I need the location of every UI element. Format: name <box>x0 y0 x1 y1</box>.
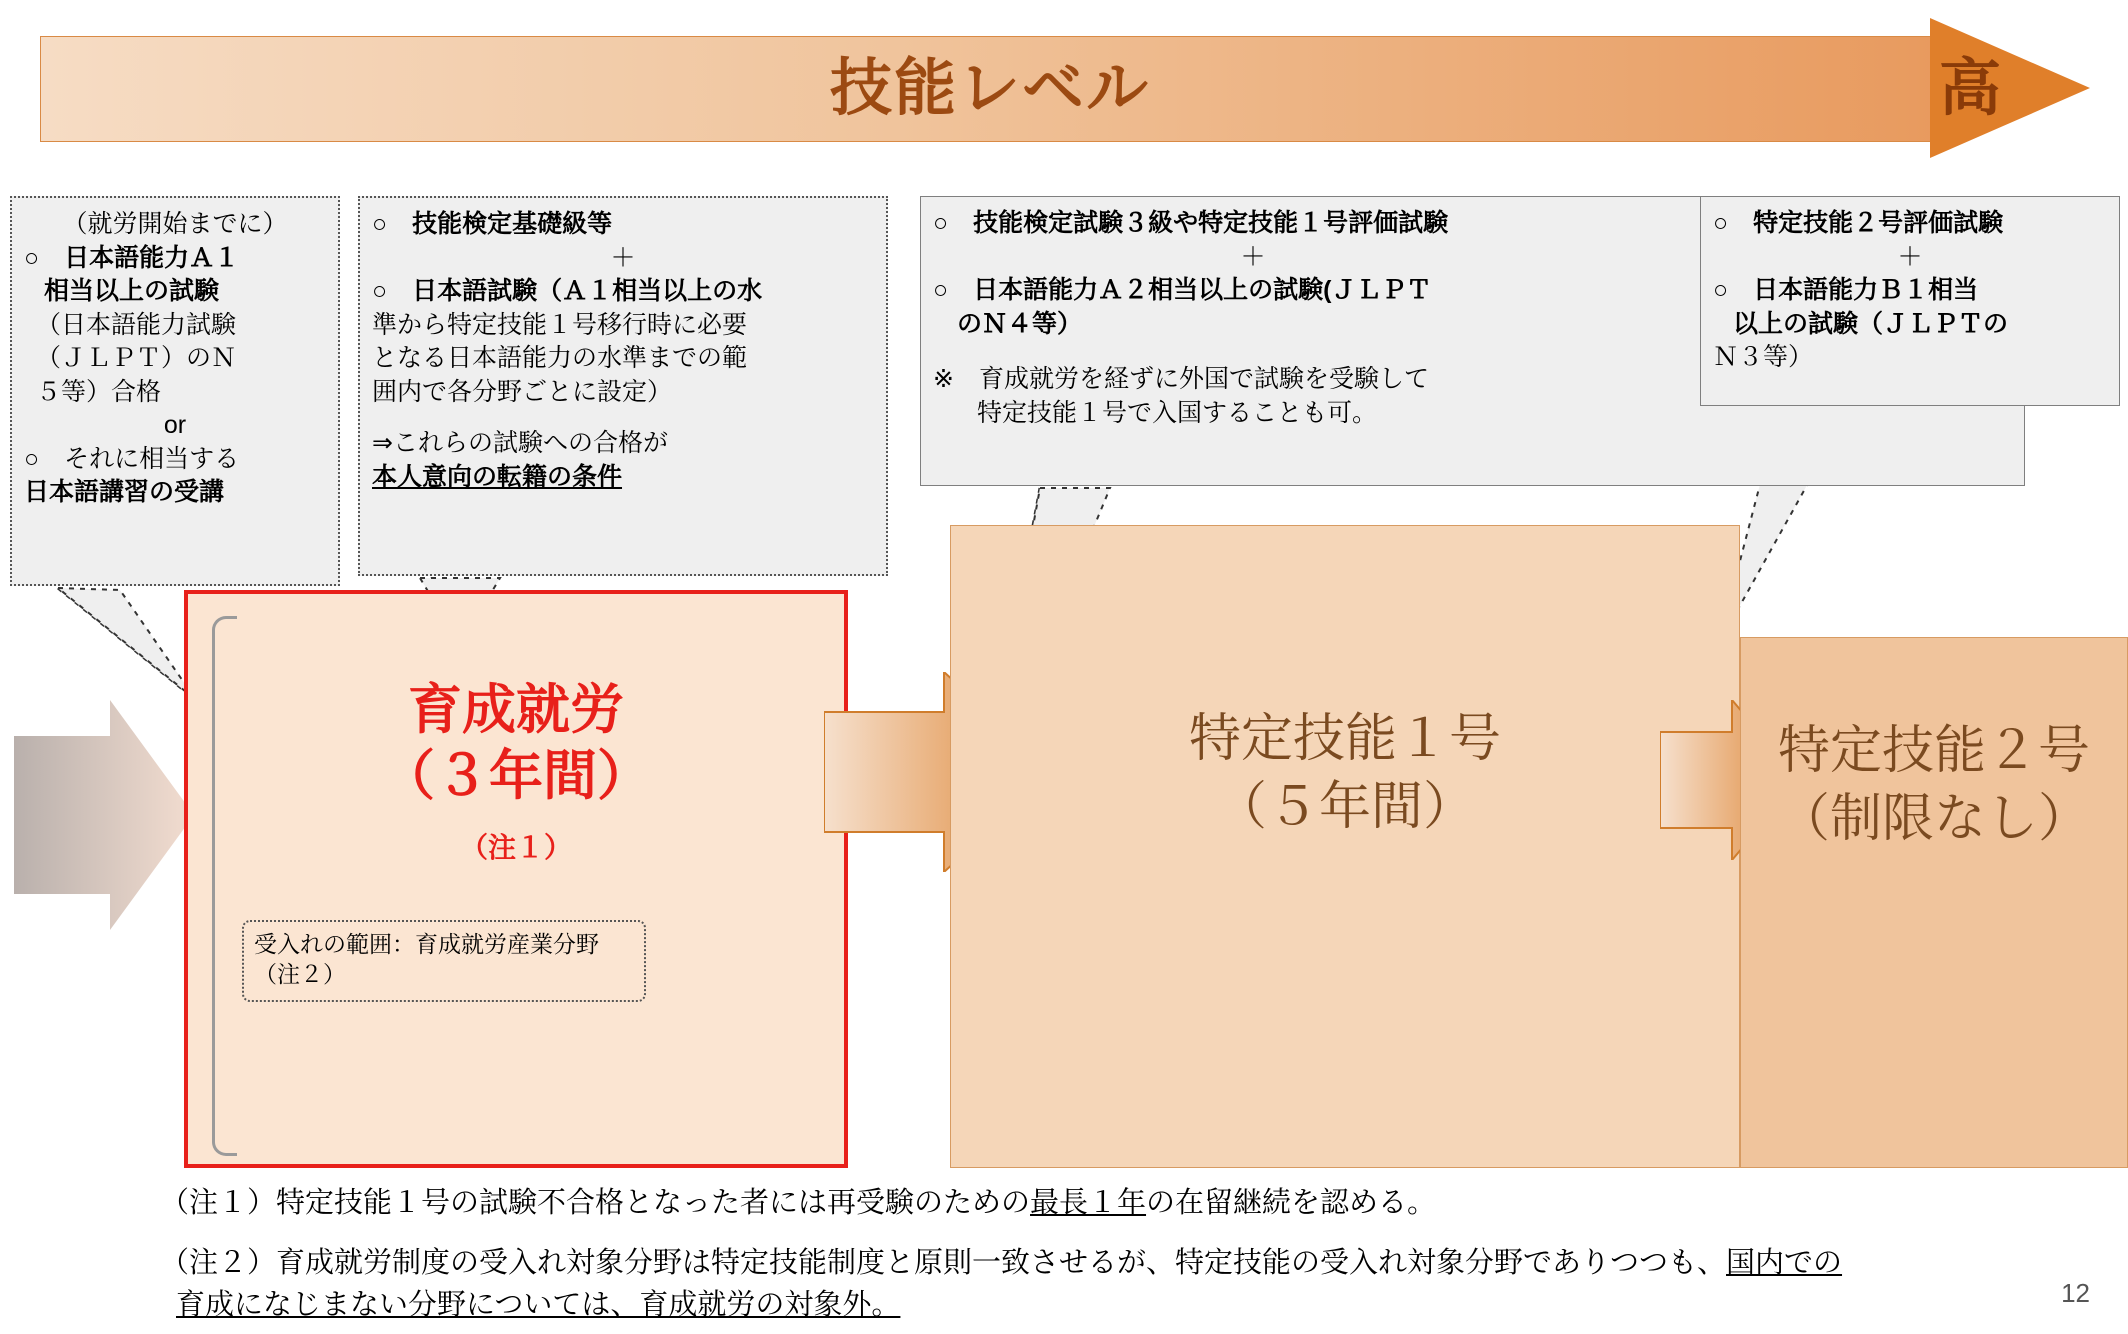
callout-c-line1: ○ 技能検定試験３級や特定技能１号評価試験 <box>933 209 1449 237</box>
stage1-scope-line1: 受入れの範囲：育成就労産業分野 <box>254 931 599 957</box>
callout-b-line7: ⇒これらの試験への合格が <box>372 429 668 457</box>
callout-a-line2: ○ 日本語能力Ａ１ <box>24 243 240 272</box>
stage3-duration: （制限なし） <box>1777 789 2090 848</box>
stage-ikusei-shuro <box>184 590 848 1168</box>
callout-b-line2: ＋ <box>610 243 636 272</box>
callout-b-line5: となる日本語能力の水準までの範 <box>372 344 748 372</box>
callout-c-line5: ※ 育成就労を経ずに外国で試験を受験して <box>933 365 1429 393</box>
callout-a-line8: ○ それに相当する <box>24 444 240 473</box>
stage-ssw-2 <box>1740 637 2128 1168</box>
callout-d-line5: Ｎ３等） <box>1713 343 1814 371</box>
skill-level-banner <box>40 18 2090 158</box>
footnote-1-part-b: の在留継続を認める。 <box>1146 1187 1437 1219</box>
callout-c-line4: のＮ４等） <box>957 309 1083 338</box>
callout-d-line3: ○ 日本語能力Ｂ１相当 <box>1713 276 1979 304</box>
stage1-title <box>188 678 844 810</box>
stage2-duration: （５年間） <box>1214 777 1475 836</box>
footnote-2 <box>160 1242 2060 1326</box>
callout-b-line1: ○ 技能検定基礎級等 <box>372 210 613 238</box>
callout-c-line2: ＋ <box>1240 242 1266 271</box>
callout-a-line9: 日本語講習の受講 <box>24 478 225 506</box>
callout-japanese-language-requirement <box>10 196 340 586</box>
callout-a-line3: 相当以上の試験 <box>44 277 220 305</box>
footnote-1-part-a: （注１）特定技能１号の試験不合格となった者には再受験のための <box>160 1187 1031 1219</box>
stage3-title <box>1741 718 2127 853</box>
footnote-2-part-a: （注２）育成就労制度の受入れ対象分野は特定技能制度と原則一致させるが、特定技能の受入れ対象分野でありつつも、 <box>160 1247 1727 1279</box>
callout-b-line3: ○ 日本語試験（Ａ１相当以上の水 <box>372 277 763 305</box>
callout-b-line4: 準から特定技能１号移行時に必要 <box>372 310 748 339</box>
callout-a-line7: or <box>163 411 187 439</box>
stage1-scope-box <box>242 920 646 1002</box>
callout-d-line2: ＋ <box>1897 242 1923 271</box>
stage1-name: 育成就労 <box>408 680 624 740</box>
stage-ssw-1 <box>950 525 1740 1168</box>
callout-b-line6: 囲内で各分野ごとに設定） <box>372 377 673 406</box>
stage2-title <box>951 706 1739 841</box>
callout-a-line1: （就労開始までに） <box>62 210 288 238</box>
footnote-2-underline-1: 国内での <box>1726 1247 1843 1279</box>
callout-c-line3: ○ 日本語能力Ａ２相当以上の試験(ＪＬＰＴ <box>933 276 1432 304</box>
callout-d-line1: ○ 特定技能２号評価試験 <box>1713 209 2004 237</box>
page-number: 12 <box>2061 1278 2090 1308</box>
callout-a-line4: （日本語能力試験 <box>36 310 237 339</box>
stage1-scope-line2: （注２） <box>254 960 346 987</box>
callout-b-line8: 本人意向の転籍の条件 <box>372 462 623 491</box>
stage1-note: （注１） <box>459 832 572 863</box>
banner-high-label: 高 <box>1938 54 2001 123</box>
callout-a-line6: ５等）合格 <box>36 377 162 406</box>
callout-c-line6: 特定技能１号で入国することも可。 <box>977 398 1378 427</box>
callout-a-line5: （ＪＬＰＴ）のＮ <box>36 344 237 372</box>
callout-ssw2-requirements <box>1700 196 2120 406</box>
stage1-duration: （３年間） <box>381 745 651 806</box>
footnote-1-underline: 最長１年 <box>1030 1187 1147 1219</box>
callout-d-line4: 以上の試験（ＪＬＰＴの <box>1733 309 2009 338</box>
footnote-1 <box>160 1182 2060 1224</box>
callout-transfer-conditions <box>358 196 888 576</box>
stage3-name: 特定技能２号 <box>1777 722 2090 780</box>
stage2-name: 特定技能１号 <box>1188 710 1501 768</box>
entry-arrow-icon <box>14 700 194 930</box>
footnote-2-underline-2: 育成になじまない分野については、育成就労の対象外。 <box>176 1289 901 1322</box>
banner-title: 技能レベル <box>829 54 1150 123</box>
